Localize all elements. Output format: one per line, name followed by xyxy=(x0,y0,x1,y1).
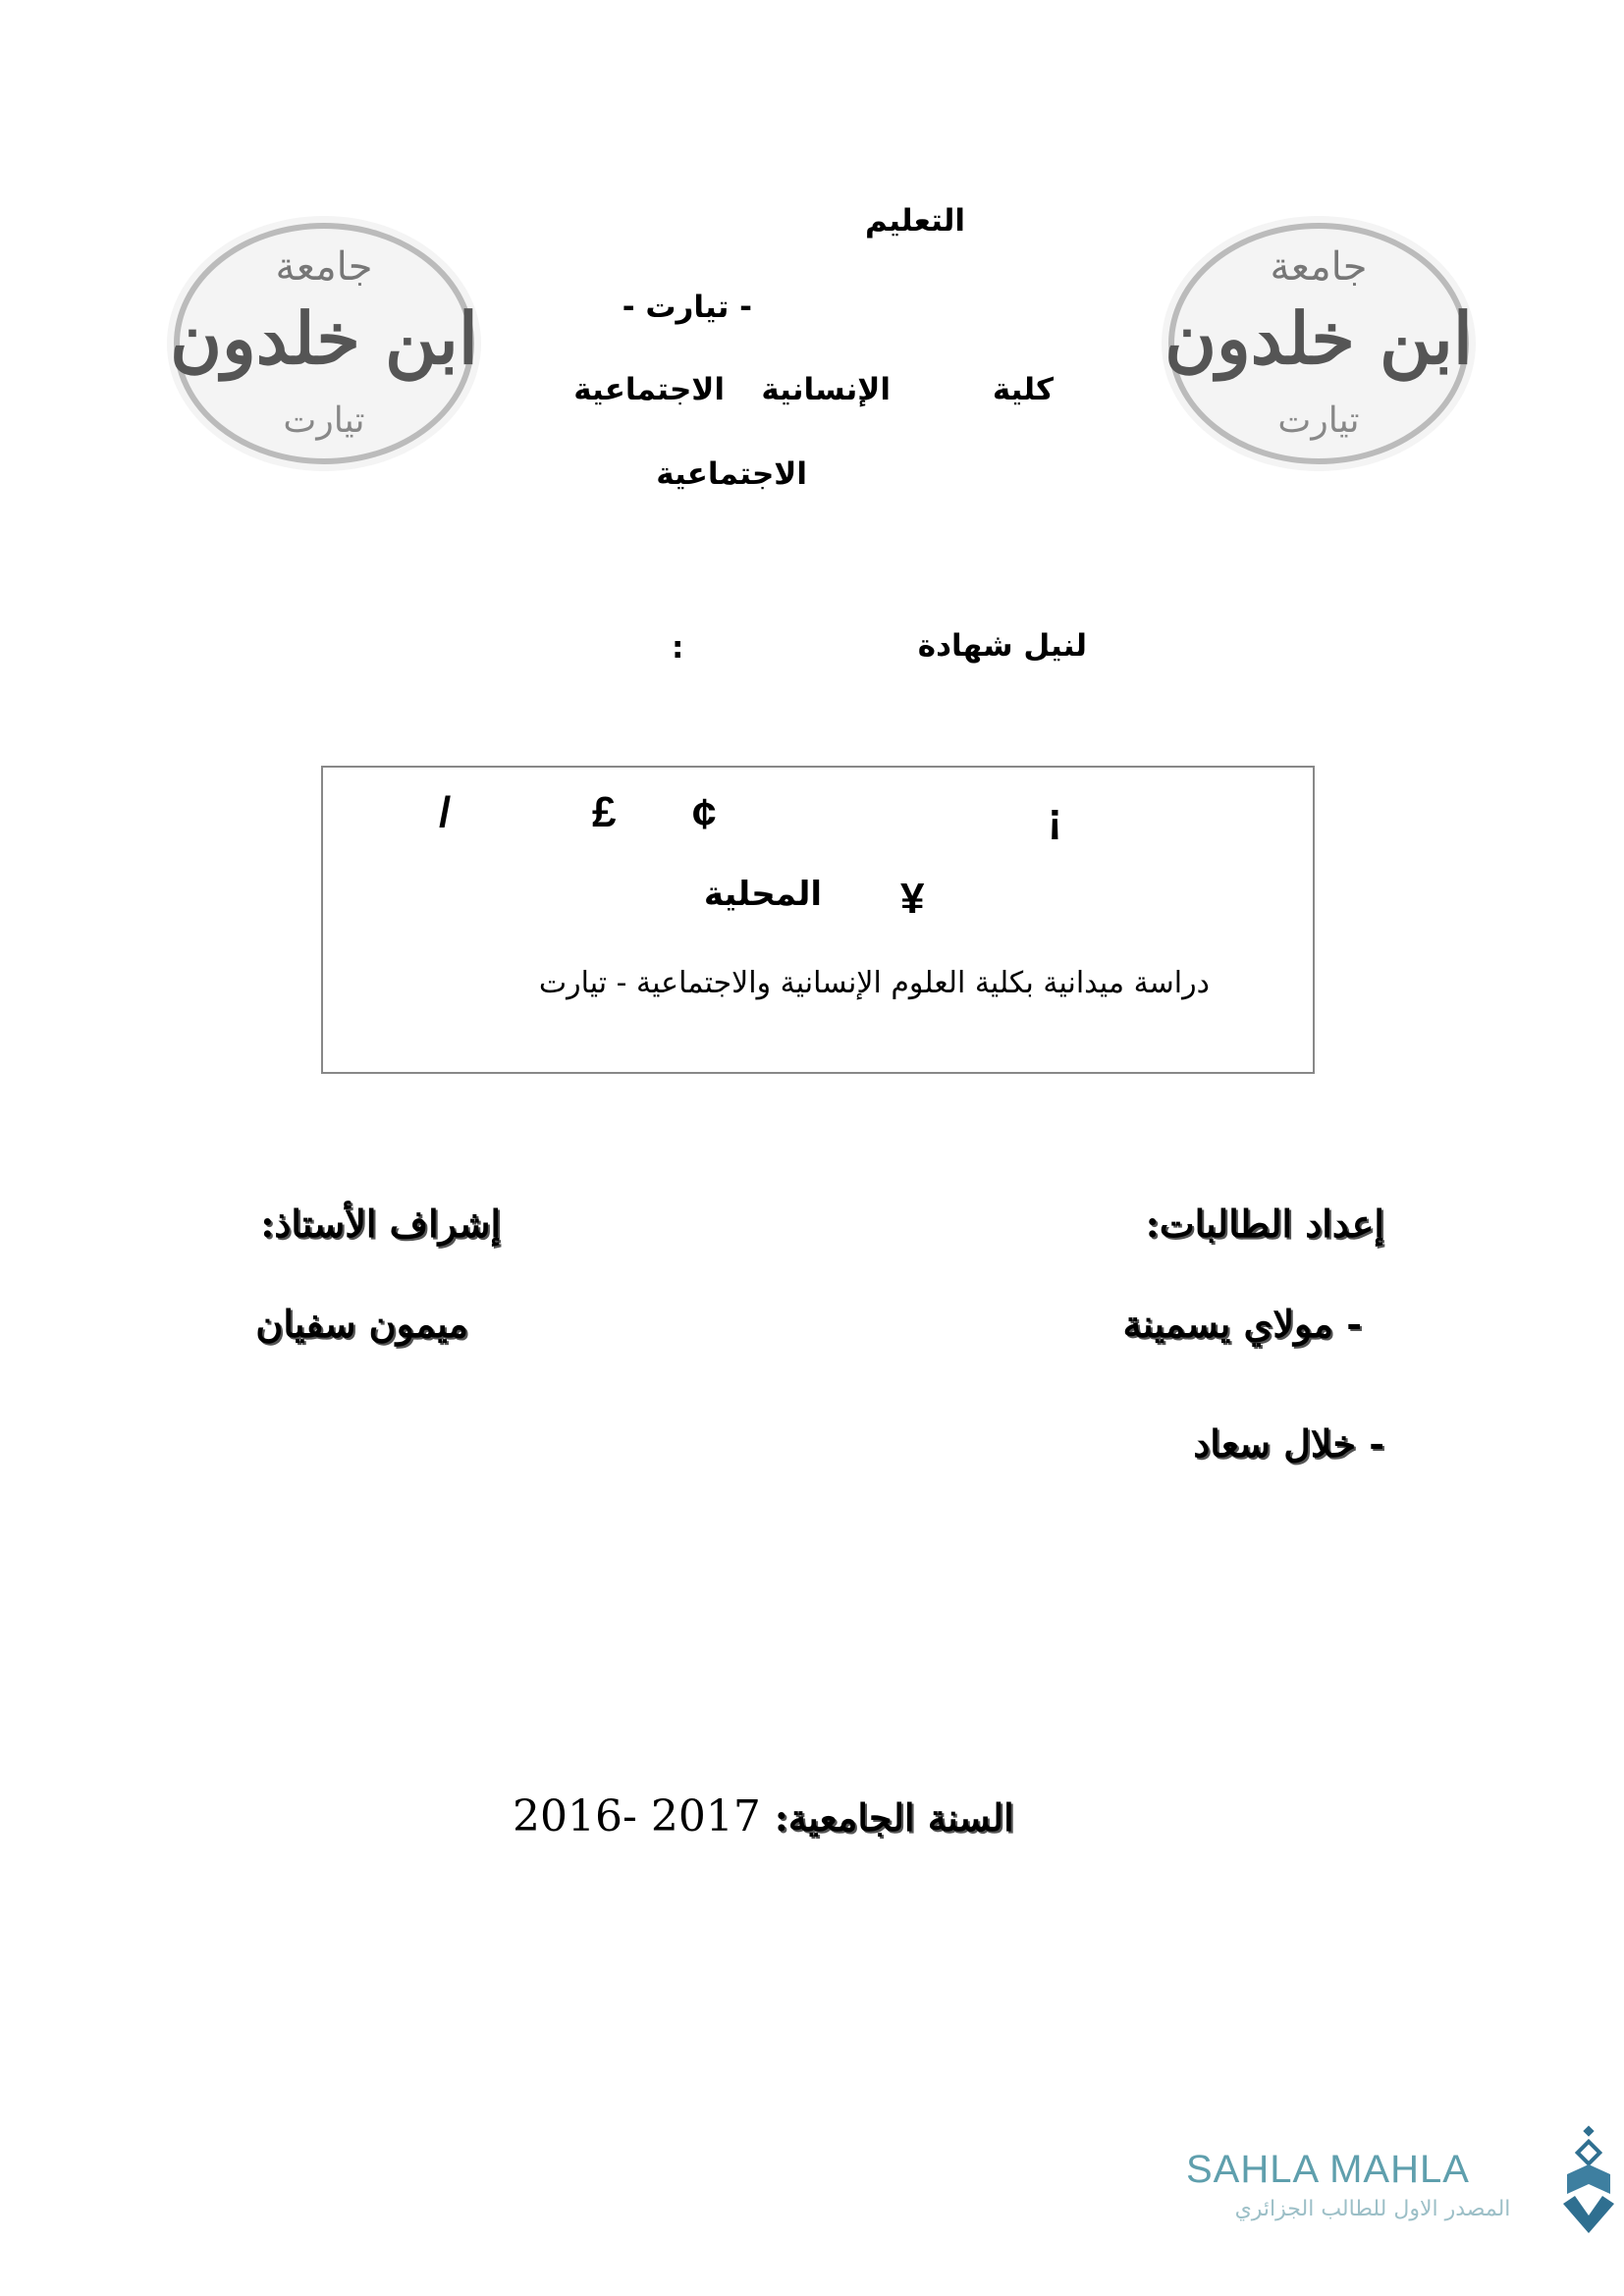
svg-text:ابن خلدون: ابن خلدون xyxy=(170,296,478,380)
brand-name: SAHLA MAHLA xyxy=(1186,2148,1470,2191)
student-name: - مولاي يسمينة xyxy=(1122,1302,1362,1346)
thesis-subtitle: دراسة ميدانية بكلية العلوم الإنسانية والاجتماعية - تيارت xyxy=(538,966,1210,1000)
faculty-humanities: الإنسانية xyxy=(761,372,891,407)
faculty-social: الاجتماعية xyxy=(573,372,725,407)
header-line-tiaret: - تيارت - xyxy=(622,290,752,325)
students-label: إعداد الطالبات: xyxy=(1145,1201,1384,1246)
title-symbol: ¡ xyxy=(1048,794,1062,842)
title-word-local: المحلية xyxy=(703,875,822,914)
svg-text:تيارت: تيارت xyxy=(283,400,365,441)
academic-year-label: السنة الجامعية: xyxy=(774,1795,1014,1840)
university-logo-right xyxy=(1147,201,1481,486)
student-name: - خلال سعاد xyxy=(1193,1421,1384,1466)
svg-text:جامعة: جامعة xyxy=(275,244,373,290)
supervisor-name: ميمون سفيان xyxy=(255,1302,468,1346)
brand-tagline: المصدر الاول للطالب الجزائري xyxy=(1234,2197,1511,2221)
brand-emblem-icon xyxy=(1559,2125,1618,2238)
academic-year xyxy=(513,1791,1014,1842)
svg-text:ابن خلدون: ابن خلدون xyxy=(1164,296,1473,380)
sahla-mahla-watermark xyxy=(1186,2140,1618,2238)
title-symbol: £ xyxy=(592,788,617,836)
university-logo-left xyxy=(152,201,486,486)
title-symbol: / xyxy=(439,788,452,836)
supervisor-label: إشراف الأستاذ: xyxy=(260,1201,501,1246)
title-symbol: ¢ xyxy=(692,790,717,838)
academic-year-value: 2016- 2017 xyxy=(513,1791,761,1842)
svg-text:جامعة: جامعة xyxy=(1270,244,1368,290)
title-symbol: ¥ xyxy=(900,875,925,923)
degree-colon: : xyxy=(672,630,684,666)
thesis-title-box xyxy=(321,766,1315,1074)
svg-text:تيارت: تيارت xyxy=(1277,400,1360,441)
faculty-word: كلية xyxy=(992,372,1054,407)
degree-label: لنيل شهادة xyxy=(917,628,1087,664)
header-line-social: الاجتماعية xyxy=(656,456,807,492)
header-line-education: التعليم xyxy=(864,203,965,239)
